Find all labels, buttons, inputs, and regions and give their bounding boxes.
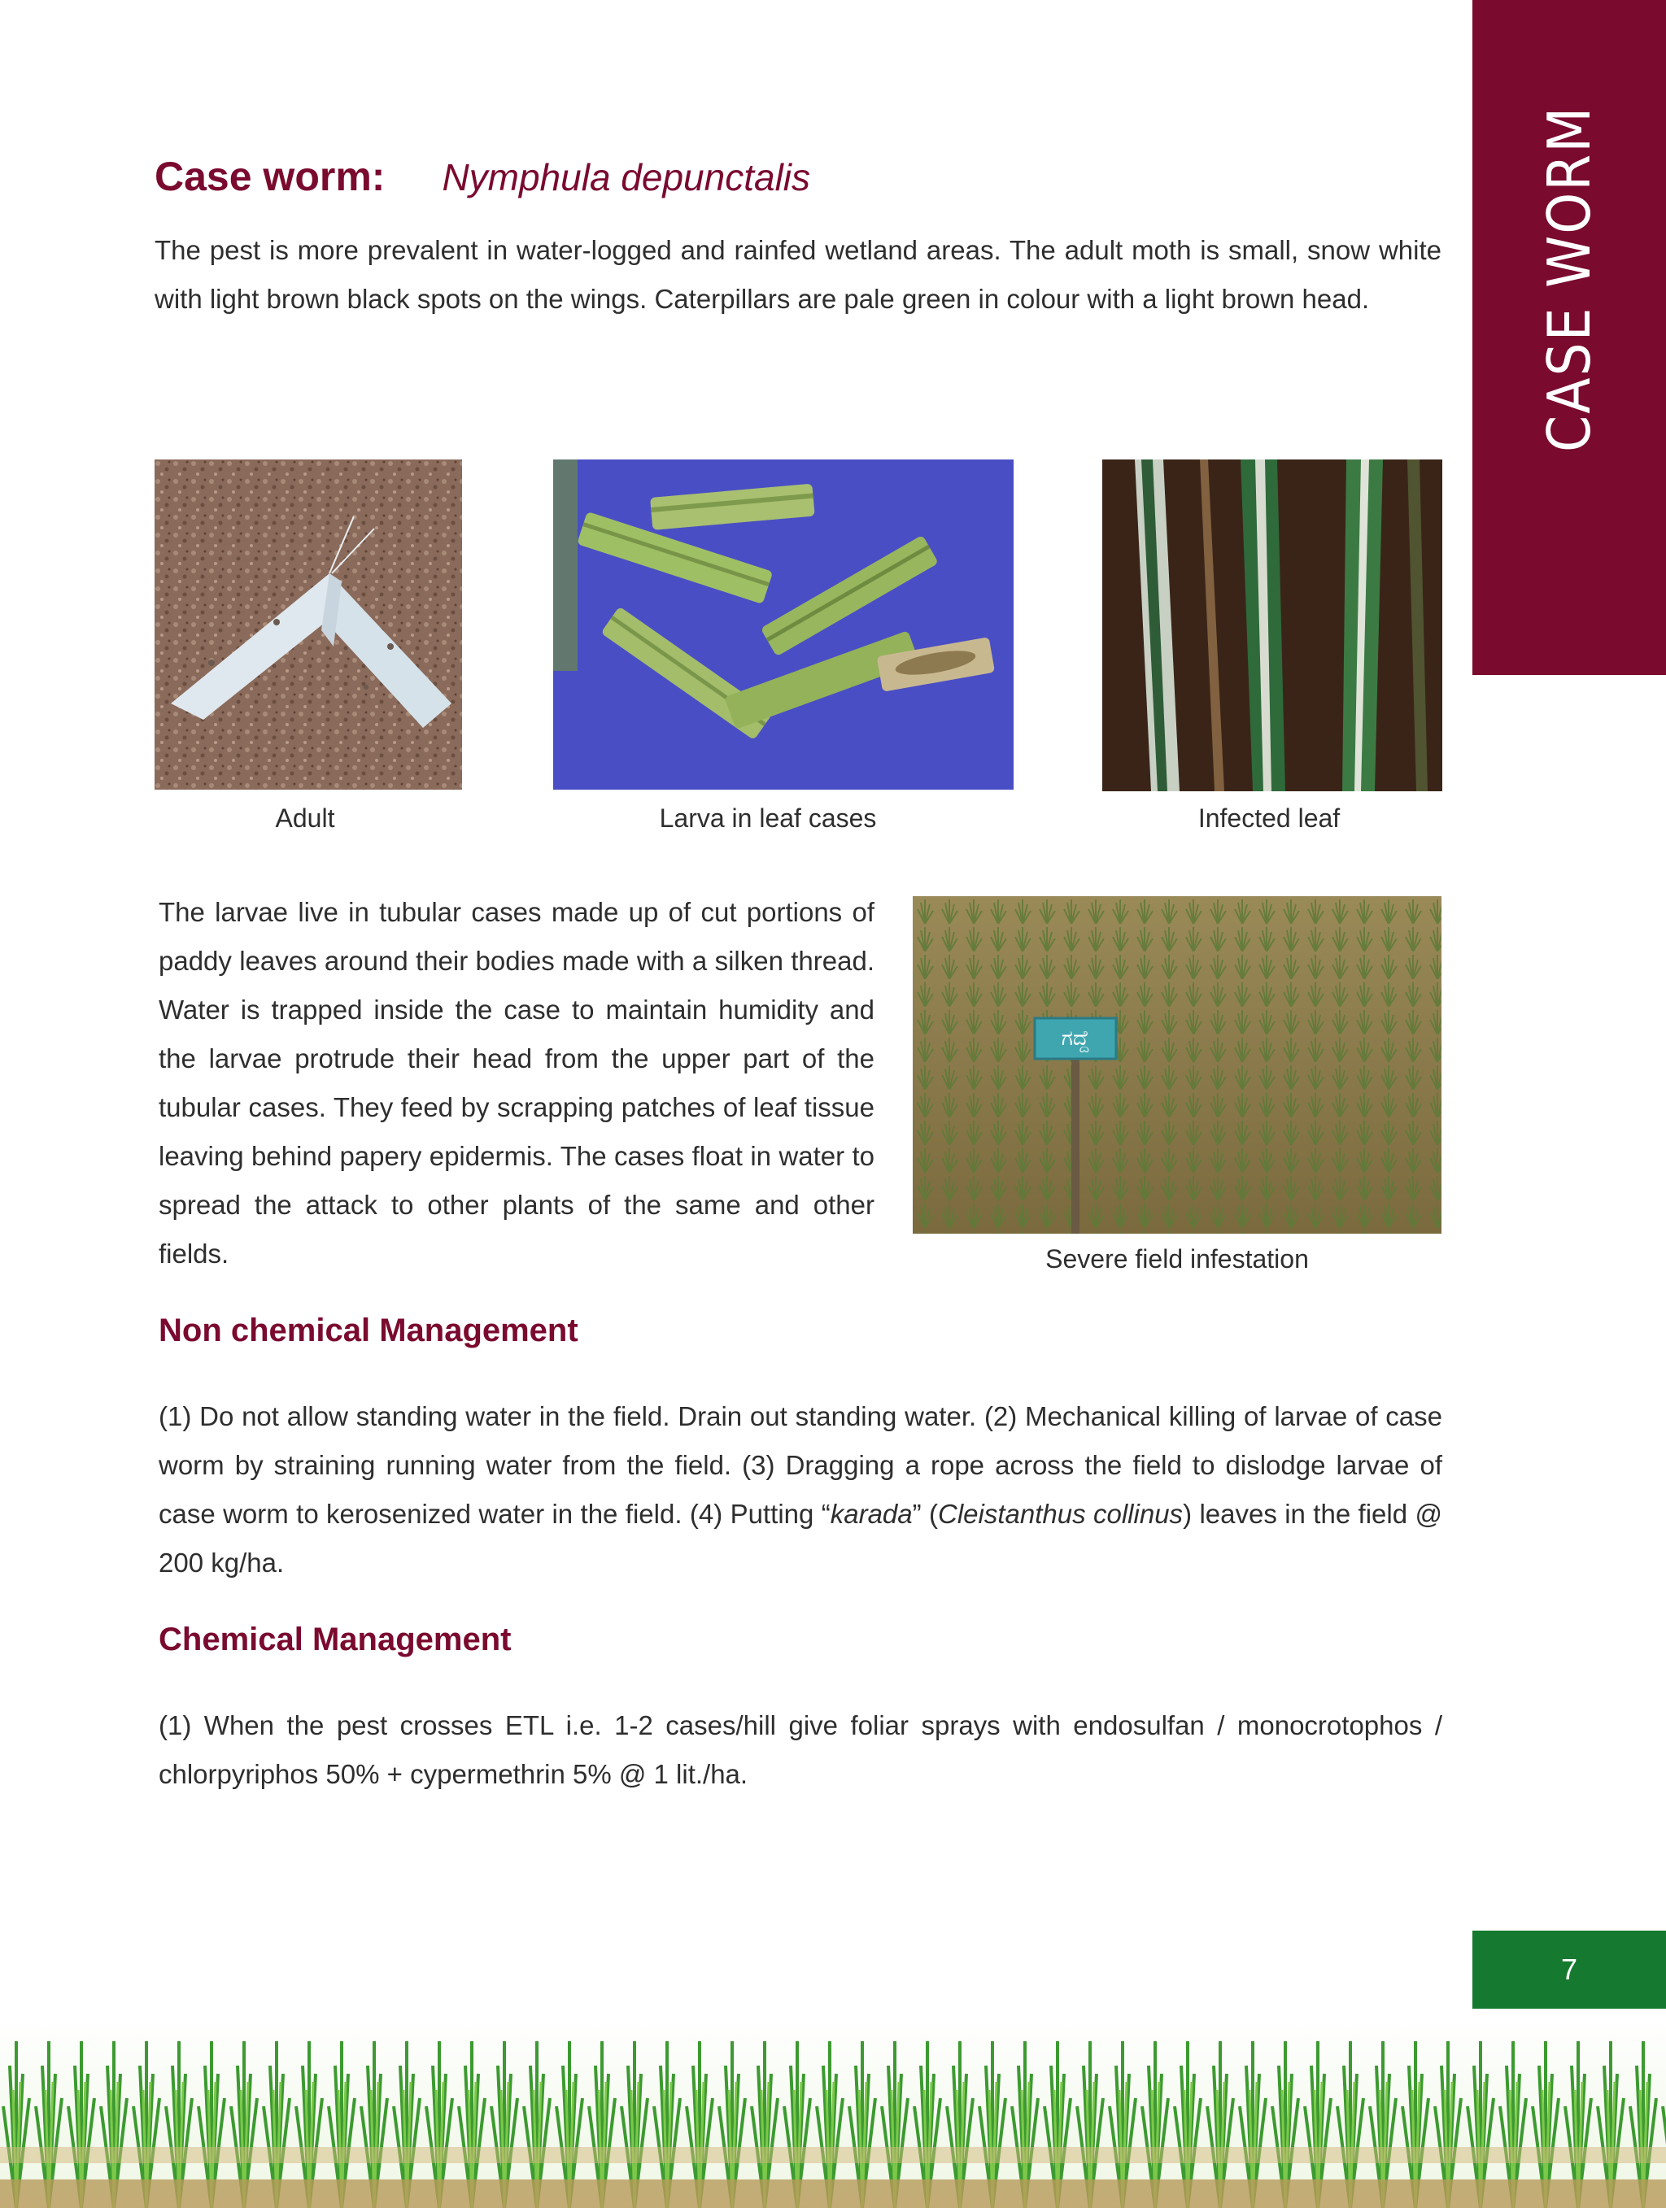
larva-cases-photo	[553, 459, 1014, 790]
field-infestation-photo	[913, 896, 1441, 1234]
caption-larva: Larva in leaf cases	[659, 803, 877, 833]
chemical-heading: Chemical Management	[159, 1622, 512, 1657]
grass-footer-image	[0, 2017, 1666, 2208]
intro-paragraph: The pest is more prevalent in water-logged and rainfed wetland areas. The adult moth is small, snow white with light brown black spots on the wings. Caterpillars are pale green in colour with a light brown head.	[155, 235, 1441, 314]
section-tab-label: CASE WORM	[1535, 105, 1603, 452]
species-name: Cleistanthus collinus	[938, 1499, 1184, 1529]
caption-field: Severe field infestation	[1045, 1244, 1309, 1274]
title-scientific-name: Nymphula depunctalis	[442, 156, 811, 198]
page-number: 7	[1472, 1931, 1666, 2009]
infected-leaf-photo	[1102, 459, 1442, 791]
non-chemical-text-2: ” (	[912, 1499, 939, 1529]
non-chemical-text-3: ) leaves in the field @ 200 kg/ha.	[159, 1499, 1442, 1578]
non-chemical-paragraph	[159, 1392, 1442, 1587]
page-title	[155, 153, 810, 205]
non-chemical-text-1: (1) Do not allow standing water in the field. Drain out standing water. (2) Mechanical killing of larvae of case worm by straining running water from the field. (3) Dragging a rope across the field to dislodge larvae of case worm to kerosenized water in the field. (4) Putting “	[159, 1401, 1442, 1529]
field-sign-label: ಗದ್ದೆ	[1061, 1025, 1090, 1051]
adult-moth-photo	[155, 459, 462, 790]
chemical-paragraph: (1) When the pest crosses ETL i.e. 1-2 cases/hill give foliar sprays with endosulfan / monocrotophos / chlorpyriphos 50% + cypermethrin 5% @ 1 lit./ha.	[159, 1710, 1442, 1789]
non-chemical-heading: Non chemical Management	[159, 1313, 578, 1348]
caption-adult: Adult	[275, 803, 335, 833]
caption-infected: Infected leaf	[1197, 803, 1341, 833]
larvae-paragraph: The larvae live in tubular cases made up of cut portions of paddy leaves around their bodies made with a silken thread. Water is trapped inside the case to maintain humidity and the larvae protrude their head from the upper part of the tubular cases. They feed by scrapping patches of leaf tissue leaving behind papery epidermis. The cases float in water to spread the attack to other plants of the same and other fields.	[159, 897, 874, 1269]
karada-term: karada	[830, 1499, 913, 1529]
title-common-name: Case worm:	[155, 154, 386, 199]
